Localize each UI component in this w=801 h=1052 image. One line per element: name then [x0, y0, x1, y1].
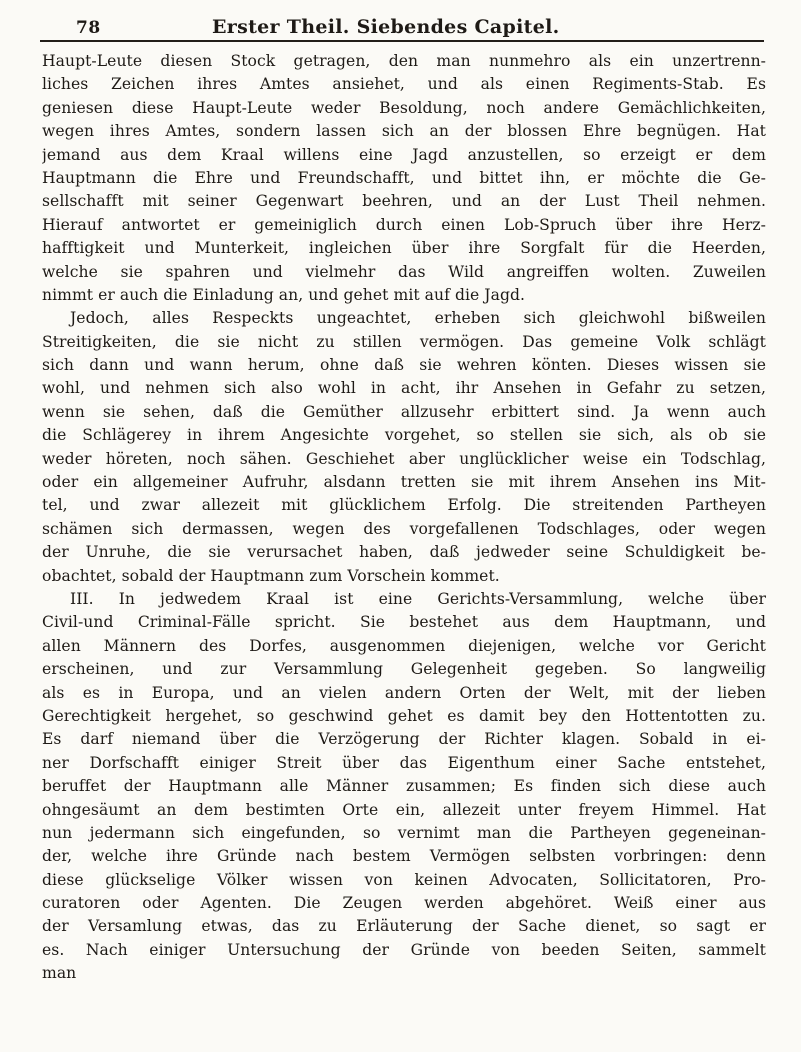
text-line: ner Dorfschafft einiger Streit über das Eigenthum einer Sache entstehet,: [42, 753, 766, 772]
text-line: man: [42, 964, 77, 983]
text-line: nun jedermann sich eingefunden, so vernimt man die Partheyen gegeneinan-: [42, 823, 766, 842]
text-line: Es darf niemand über die Verzögerung der Richter klagen. Sobald in ei-: [42, 730, 766, 749]
text-line: wohl, und nehmen sich also wohl in acht, ihr Ansehen in Gefahr zu setzen,: [42, 379, 766, 398]
text-line: geniesen diese Haupt-Leute weder Besoldung, noch andere Gemächlichkeiten,: [42, 98, 766, 117]
text-line: weder höreten, noch sähen. Geschiehet aber unglücklicher weise ein Todschlag,: [42, 449, 766, 468]
text-line: allen Männern des Dorfes, ausgenommen diejenigen, welche vor Gericht: [42, 636, 766, 655]
text-line: Haupt-Leute diesen Stock getragen, den man nunmehro als ein unzertrenn-: [42, 52, 766, 70]
running-title: Erster Theil. Siebendes Capitel.: [212, 16, 560, 38]
text-line: tel, und zwar allezeit mit glücklichem Erfolg. Die streitenden Partheyen: [42, 496, 766, 515]
text-line: welche sie spahren und vielmehr das Wild angreiffen wolten. Zuweilen: [42, 262, 766, 281]
header-rule: [40, 40, 764, 42]
text-line: Gerechtigkeit hergehet, so geschwind gehet es damit bey den Hottentotten zu.: [42, 706, 766, 725]
text-line: Jedoch, alles Respeckts ungeachtet, erheben sich gleichwohl bißweilen: [70, 309, 766, 328]
text-line: diese glückselige Völker wissen von keinen Advocaten, Sollicitatoren, Pro-: [42, 870, 766, 889]
text-line: obachtet, sobald der Hauptmann zum Vorschein kommet.: [42, 566, 500, 585]
text-line: nimmt er auch die Einladung an, und gehet mit auf die Jagd.: [42, 285, 526, 304]
text-line: jemand aus dem Kraal willens eine Jagd anzustellen, so erzeigt er dem: [42, 145, 766, 164]
text-line: der, welche ihre Gründe nach bestem Vermögen selbsten vorbringen: denn: [42, 847, 766, 866]
page-header: [32, 14, 760, 42]
text-line: wenn sie sehen, daß die Gemüther allzusehr erbittert sind. Ja wenn auch: [42, 402, 766, 421]
text-line: der Unruhe, die sie verursachet haben, daß jedweder seine Schuldigkeit be-: [42, 543, 766, 562]
text-line: Civil-und Criminal-Fälle spricht. Sie bestehet aus dem Hauptmann, und: [42, 613, 766, 632]
text-line: sellschafft mit seiner Gegenwart beehren, und an der Lust Theil nehmen.: [42, 192, 766, 211]
text-line: der Versamlung etwas, das zu Erläuterung der Sache dienet, so sagt er: [42, 917, 766, 936]
text-line: als es in Europa, und an vielen andern Orten der Welt, mit der lieben: [42, 683, 766, 702]
text-line: schämen sich dermassen, wegen des vorgefallenen Todschlages, oder wegen: [42, 519, 766, 538]
text-line: hafftigkeit und Munterkeit, ingleichen über ihre Sorgfalt für die Heerden,: [42, 239, 766, 258]
text-line: curatoren oder Agenten. Die Zeugen werden abgehöret. Weiß einer aus: [42, 894, 766, 913]
text-line: erscheinen, und zur Versammlung Gelegenheit gegeben. So langweilig: [42, 660, 766, 679]
text-line: sich dann und wann herum, ohne daß sie wehren könten. Dieses wissen sie: [42, 356, 766, 375]
page-number: 78: [76, 18, 101, 38]
text-line: oder ein allgemeiner Aufruhr, alsdann tretten sie mit ihrem Ansehen ins Mit-: [42, 473, 766, 492]
text-line: es. Nach einiger Untersuchung der Gründe von beeden Seiten, sammelt: [42, 940, 766, 959]
text-line: liches Zeichen ihres Amtes ansiehet, und als einen Regiments-Stab. Es: [42, 75, 766, 94]
text-line: wegen ihres Amtes, sondern lassen sich an der blossen Ehre begnügen. Hat: [42, 122, 766, 141]
text-line: ohngesäumt an dem bestimten Orte ein, allezeit unter freyem Himmel. Hat: [42, 800, 766, 819]
text-line: Hierauf antwortet er gemeiniglich durch einen Lob-Spruch über ihre Herz-: [42, 215, 766, 234]
text-line: III. In jedwedem Kraal ist eine Gerichts-Versammlung, welche über: [70, 589, 766, 608]
text-line: beruffet der Hauptmann alle Männer zusammen; Es finden sich diese auch: [42, 777, 766, 796]
text-line: Hauptmann die Ehre und Freundschafft, und bittet ihn, er möchte die Ge-: [42, 168, 766, 187]
body-text: [42, 50, 766, 986]
text-line: Streitigkeiten, die sie nicht zu stillen vermögen. Das gemeine Volk schlägt: [42, 332, 766, 351]
text-line: die Schlägerey in ihrem Angesichte vorgehet, so stellen sie sich, als ob sie: [42, 426, 766, 445]
